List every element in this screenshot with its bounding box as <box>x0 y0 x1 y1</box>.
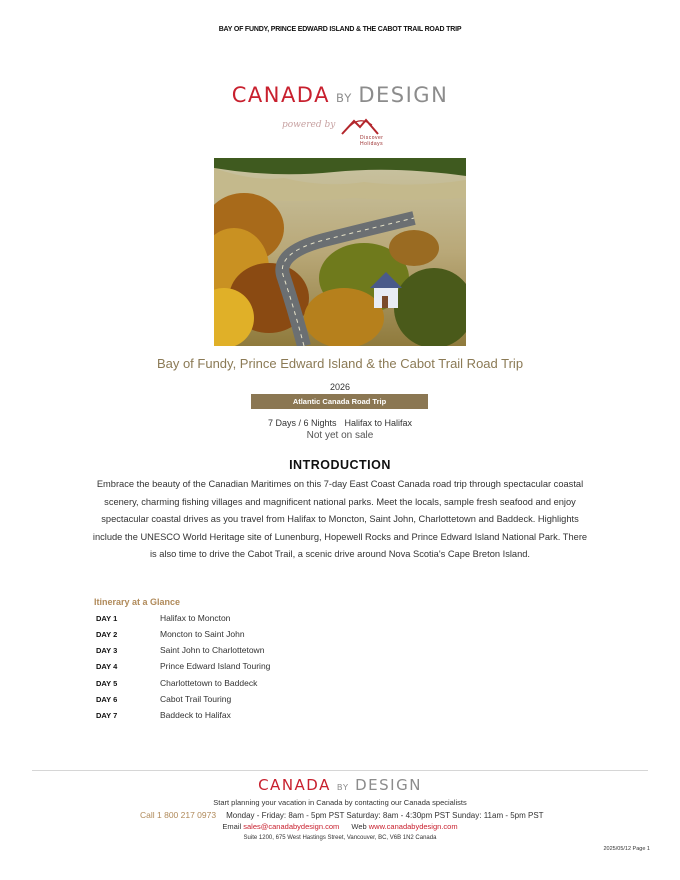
trip-duration-line <box>0 418 680 428</box>
footer-web-link[interactable]: www.canadabydesign.com <box>368 822 458 831</box>
introduction-heading: INTRODUCTION <box>289 458 391 472</box>
footer-email-label: Email <box>222 822 242 831</box>
footer-logo <box>0 776 680 794</box>
logo-word-design: DESIGN <box>358 83 449 107</box>
footer-tagline: Start planning your vacation in Canada by contacting our Canada specialists <box>213 798 467 807</box>
footer-divider <box>32 770 648 771</box>
itinerary-day: DAY 2 <box>96 630 118 639</box>
itinerary-place: Baddeck to Halifax <box>160 710 231 720</box>
itinerary-place: Moncton to Saint John <box>160 629 245 639</box>
itinerary-place: Prince Edward Island Touring <box>160 661 271 671</box>
powered-by-text: powered by <box>282 120 336 130</box>
trip-duration: 7 Days / 6 Nights <box>267 418 337 428</box>
logo-word-canada: CANADA <box>231 83 330 107</box>
autumn-road-photo <box>214 158 466 346</box>
trip-route: Halifax to Halifax <box>344 418 413 428</box>
itinerary-day: DAY 7 <box>96 711 118 720</box>
partner-name: Discover Holidays <box>360 135 384 147</box>
itinerary-place: Saint John to Charlottetown <box>160 645 265 655</box>
footer-contact-line <box>140 810 544 820</box>
footer-hours: Monday - Friday: 8am - 5pm PST Saturday: 8am - 4:30pm PST Sunday: 11am - 5pm PST <box>226 811 544 820</box>
sale-status: Not yet on sale <box>306 430 374 441</box>
footer-phone[interactable]: Call 1 800 217 0973 <box>140 810 217 820</box>
footer-logo-by: BY <box>336 782 350 792</box>
trip-category-badge: Atlantic Canada Road Trip <box>251 394 428 409</box>
itinerary-place: Cabot Trail Touring <box>160 694 232 704</box>
footer-email-link[interactable]: sales@canadabydesign.com <box>243 822 340 831</box>
trip-title: Bay of Fundy, Prince Edward Island & the Cabot Trail Road Trip <box>156 356 524 371</box>
itinerary-day: DAY 5 <box>96 679 118 688</box>
itinerary-day: DAY 3 <box>96 646 118 655</box>
footer-links-line <box>0 822 680 831</box>
hero-photo <box>214 158 466 346</box>
itinerary-heading: Itinerary at a Glance <box>94 597 181 607</box>
footer-address: Suite 1200, 675 West Hastings Street, Vancouver, BC, V6B 1N2 Canada <box>243 835 437 841</box>
discover-holidays-mountain-icon <box>340 116 380 136</box>
canada-by-design-logo <box>0 83 680 107</box>
document-top-title: BAY OF FUNDY, PRINCE EDWARD ISLAND & THE CABOT TRAIL ROAD TRIP <box>218 26 462 33</box>
itinerary-day: DAY 4 <box>96 662 118 671</box>
page-info: 2025/05/12 Page 1 <box>603 846 650 852</box>
powered-by-badge <box>282 116 402 147</box>
itinerary-place: Halifax to Moncton <box>160 613 231 623</box>
logo-word-by: BY <box>335 91 353 105</box>
footer-logo-design: DESIGN <box>355 776 422 794</box>
footer-logo-canada: CANADA <box>258 776 331 794</box>
footer-web-label: Web <box>351 822 367 831</box>
itinerary-day: DAY 1 <box>96 614 118 623</box>
introduction-body: Embrace the beauty of the Canadian Maritimes on this 7-day East Coast Canada road trip through spectacular coastal scenery, charming fishing villages and magnificent national parks. Meet the locals, sample fresh seafood and enjoy spectacular coastal drives as you travel from Halifax to Moncton, Saint John, Charlottetown and Baddeck. Highlights include the UNESCO World Heritage site of Lunenburg, Hopewell Rocks and Prince Edward Island National Park. There is also time to drive the Cabot Trail, a scenic drive around Nova Scotia's Cape Breton Island. <box>92 479 588 560</box>
trip-year: 2026 <box>329 382 351 392</box>
itinerary-place: Charlottetown to Baddeck <box>160 678 258 688</box>
itinerary-day: DAY 6 <box>96 695 118 704</box>
